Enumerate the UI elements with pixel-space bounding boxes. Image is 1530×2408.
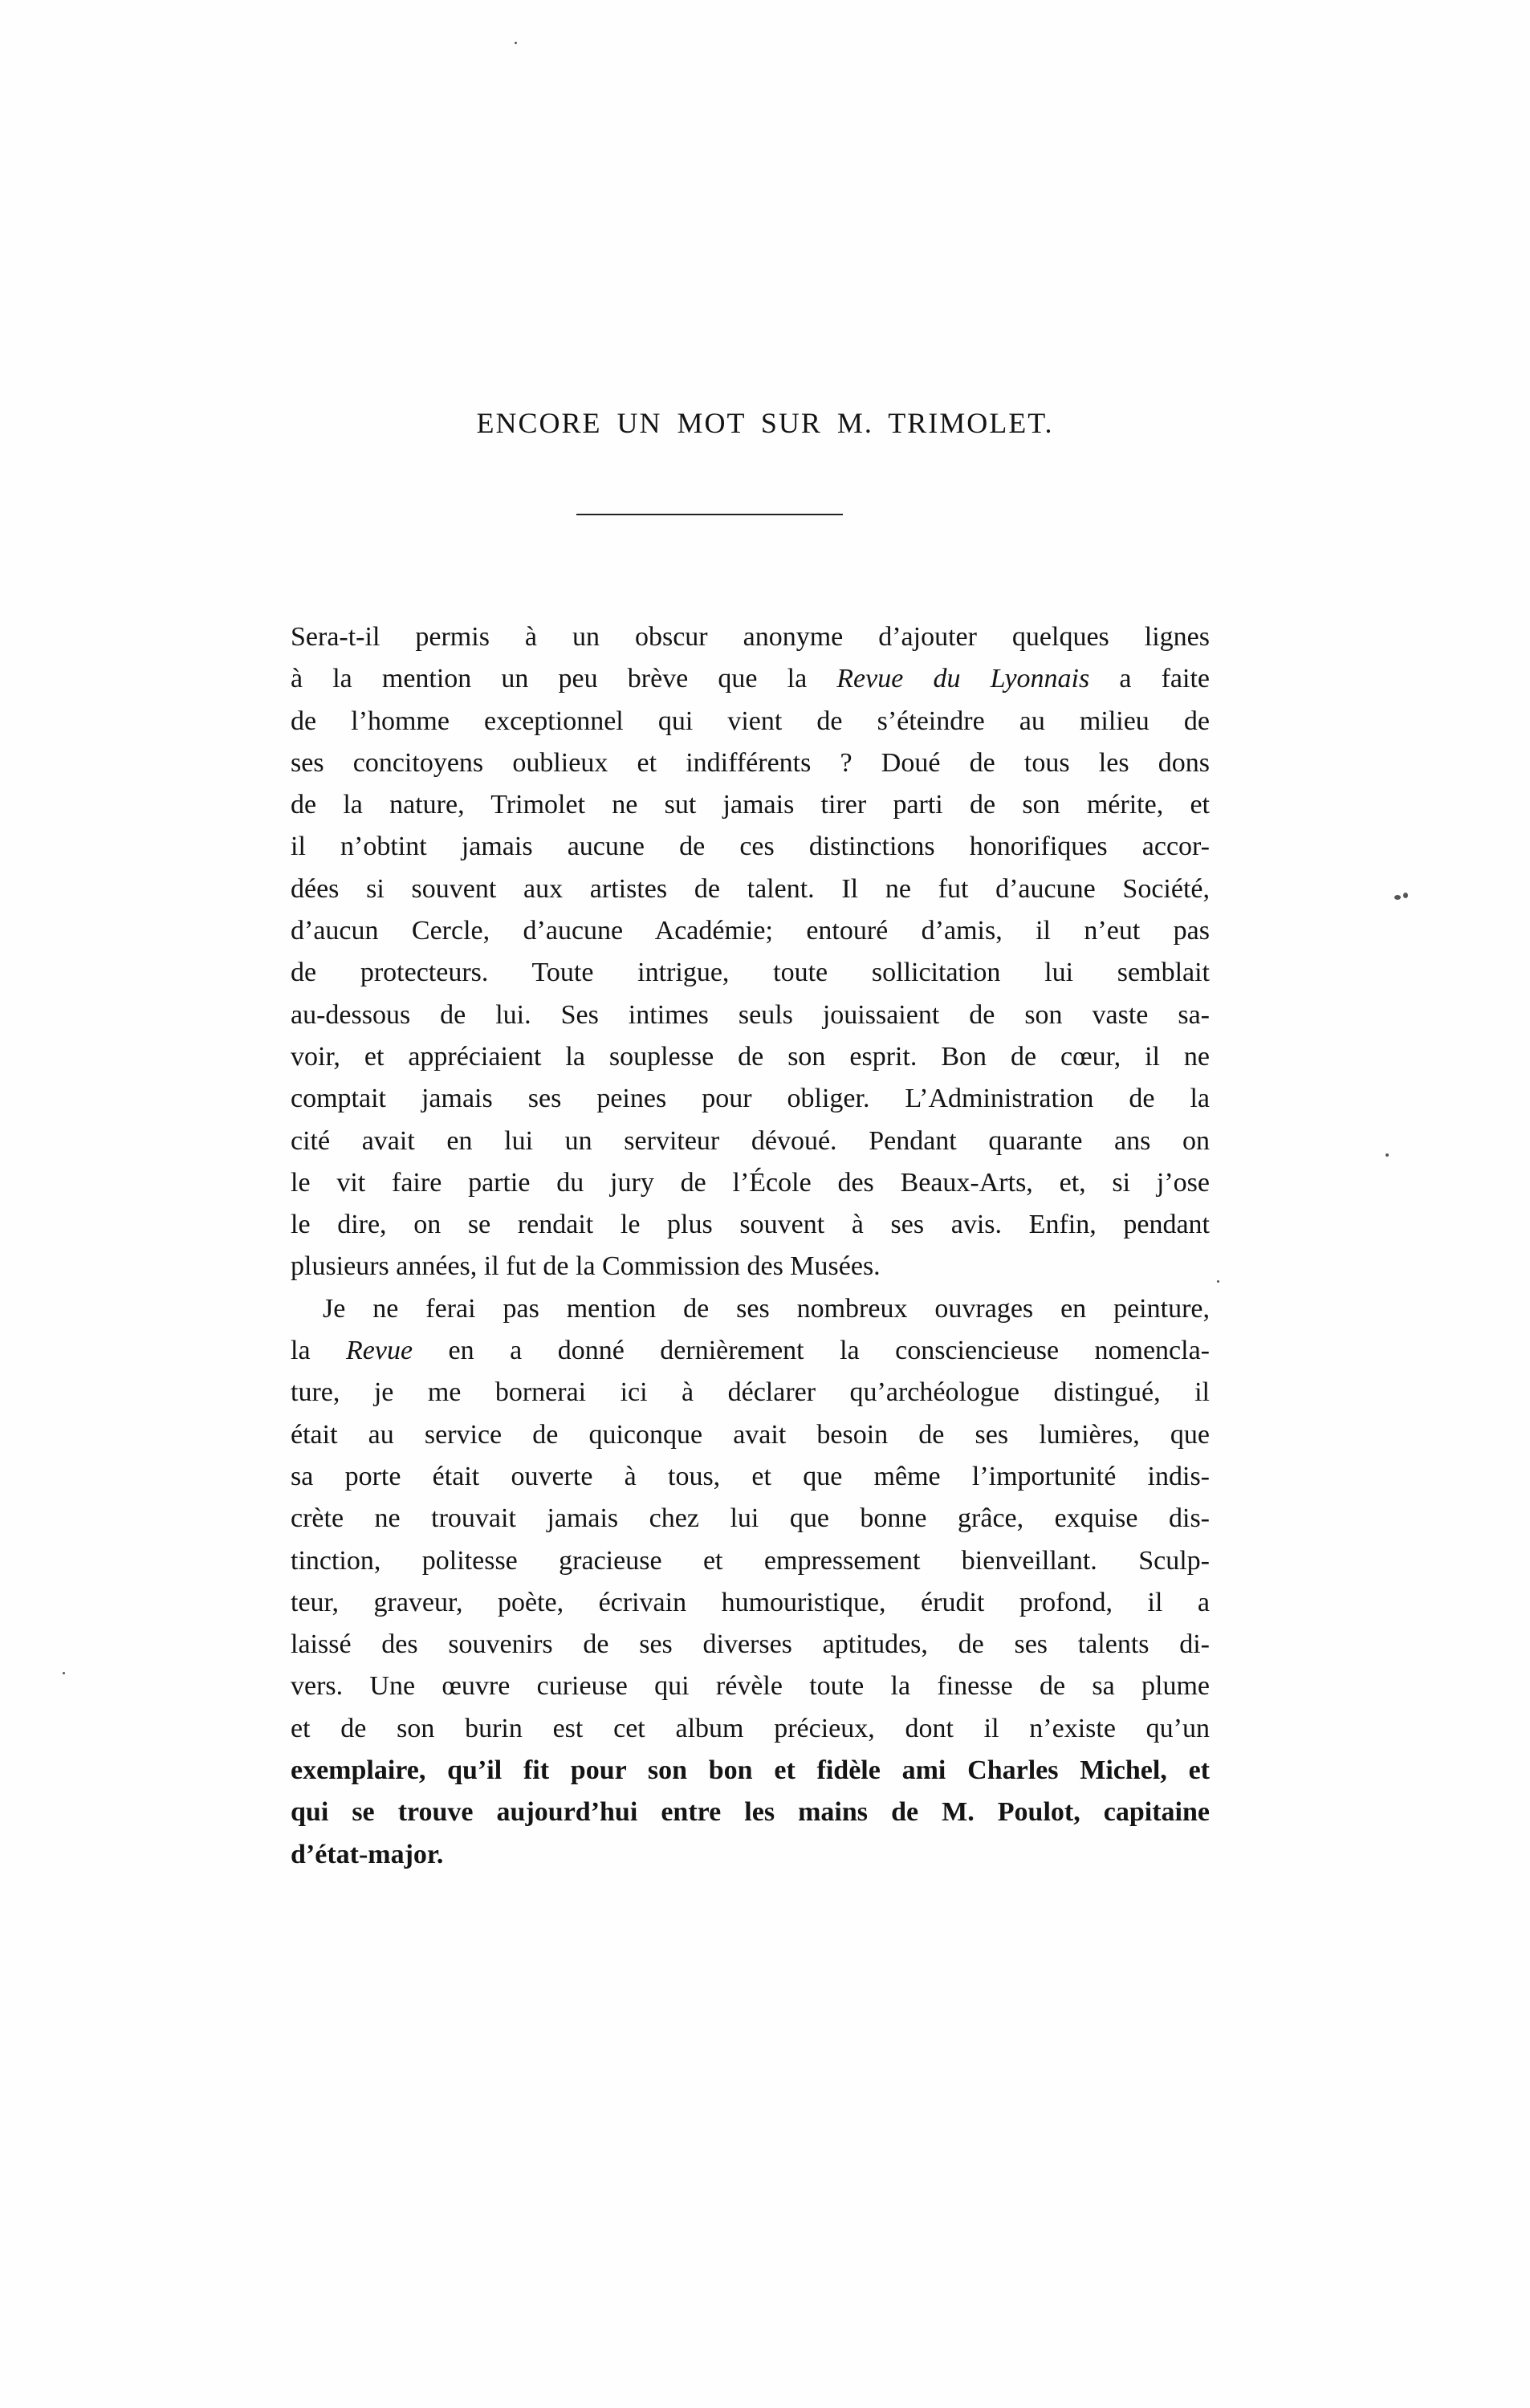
article-body [291, 616, 1210, 1876]
text-line [291, 1540, 1210, 1582]
text-segment: laissé des souvenirs de ses diverses aptitudes, de ses talents di- [291, 1629, 1210, 1660]
text-line [291, 658, 1210, 700]
text-segment: de l’homme exceptionnel qui vient de s’éteindre au milieu de [291, 706, 1210, 736]
text-segment: crète ne trouvait jamais chez lui que bonne grâce, exquise dis- [291, 1503, 1210, 1534]
text-line [291, 1414, 1210, 1456]
text-line [291, 1246, 1210, 1287]
text-segment: cité avait en lui un serviteur dévoué. Pendant quarante ans on [291, 1125, 1210, 1156]
text-segment: ture, je me bornerai ici à déclarer qu’archéologue distingué, il [291, 1377, 1210, 1408]
text-segment: de la nature, Trimolet ne sut jamais tirer parti de son mérite, et [291, 790, 1210, 820]
scan-speck [1386, 1153, 1389, 1157]
italic-text: Revue [346, 1336, 413, 1366]
text-line [291, 1708, 1210, 1750]
text-line [291, 868, 1210, 910]
text-line [291, 1036, 1210, 1078]
text-segment: à la mention un peu brève que la [291, 664, 837, 694]
text-line [291, 1078, 1210, 1120]
text-line [291, 995, 1210, 1036]
text-segment: qui se trouve aujourd’hui entre les mains de M. Poulot, capitaine [291, 1797, 1210, 1828]
text-segment: au-dessous de lui. Ses intimes seuls jouissaient de son vaste sa- [291, 999, 1210, 1030]
text-segment: d’aucun Cercle, d’aucune Académie; entouré d’amis, il n’eut pas [291, 916, 1210, 946]
text-line [291, 1330, 1210, 1372]
title-rule [576, 514, 843, 515]
text-segment: était au service de quiconque avait besoin de ses lumières, que [291, 1419, 1210, 1450]
text-segment: d’état-major. [291, 1839, 444, 1869]
text-line [291, 952, 1210, 994]
text-segment: teur, graveur, poète, écrivain humouristique, érudit profond, il a [291, 1587, 1210, 1617]
scan-speck [1217, 1280, 1219, 1283]
italic-text: Revue du Lyonnais [836, 664, 1090, 694]
text-segment: comptait jamais ses peines pour obliger. L’Administration de la [291, 1084, 1210, 1114]
text-line [291, 1750, 1210, 1792]
text-segment: tinction, politesse gracieuse et empressement bienveillant. Sculp- [291, 1545, 1210, 1576]
text-segment: a faite [1089, 664, 1210, 694]
text-segment: le dire, on se rendait le plus souvent à ses avis. Enfin, pendant [291, 1210, 1210, 1240]
text-line [291, 1162, 1210, 1204]
text-segment: voir, et appréciaient la souplesse de son esprit. Bon de cœur, il ne [291, 1041, 1210, 1072]
text-segment: plusieurs années, il fut de la Commission des Musées. [291, 1251, 881, 1282]
text-line [291, 616, 1210, 658]
text-segment: vers. Une œuvre curieuse qui révèle toute la finesse de sa plume [291, 1671, 1210, 1702]
text-segment: ses concitoyens oublieux et indifférents ? Doué de tous les dons [291, 747, 1210, 778]
text-line [291, 701, 1210, 742]
text-line [291, 1666, 1210, 1707]
text-segment: et de son burin est cet album précieux, dont il n’existe qu’un [291, 1713, 1210, 1743]
text-segment: la [291, 1336, 347, 1366]
text-line [291, 784, 1210, 826]
text-line [291, 1121, 1210, 1162]
text-line [291, 1204, 1210, 1246]
text-line [291, 1582, 1210, 1624]
text-line [291, 1834, 1210, 1876]
text-line [291, 1792, 1210, 1833]
text-line [291, 1624, 1210, 1666]
scan-speck [1403, 893, 1408, 898]
text-segment: dées si souvent aux artistes de talent. Il ne fut d’aucune Société, [291, 873, 1210, 904]
text-line [291, 910, 1210, 952]
text-segment: sa porte était ouverte à tous, et que même l’importunité indis- [291, 1461, 1210, 1491]
article-title: ENCORE UN MOT SUR M. TRIMOLET. [476, 407, 1054, 439]
text-segment: Je ne ferai pas mention de ses nombreux ouvrages en peinture, [323, 1293, 1210, 1324]
text-segment: il n’obtint jamais aucune de ces distinctions honorifiques accor- [291, 832, 1210, 862]
text-segment: Sera-t-il permis à un obscur anonyme d’ajouter quelques lignes [291, 622, 1210, 652]
text-line [291, 1456, 1210, 1498]
text-line [291, 742, 1210, 784]
text-segment: exemplaire, qu’il fit pour son bon et fidèle ami Charles Michel, et [291, 1755, 1210, 1786]
scan-speck [515, 42, 517, 44]
scan-speck [1394, 895, 1401, 900]
text-segment: en a donné dernièrement la consciencieuse nomencla- [413, 1336, 1210, 1366]
text-segment: de protecteurs. Toute intrigue, toute sollicitation lui semblait [291, 958, 1210, 988]
text-segment: le vit faire partie du jury de l’École des Beaux-Arts, et, si j’ose [291, 1167, 1210, 1198]
text-line [291, 1498, 1210, 1540]
text-line [291, 826, 1210, 868]
text-line [291, 1288, 1210, 1330]
scan-speck [63, 1672, 65, 1674]
text-line [291, 1372, 1210, 1413]
